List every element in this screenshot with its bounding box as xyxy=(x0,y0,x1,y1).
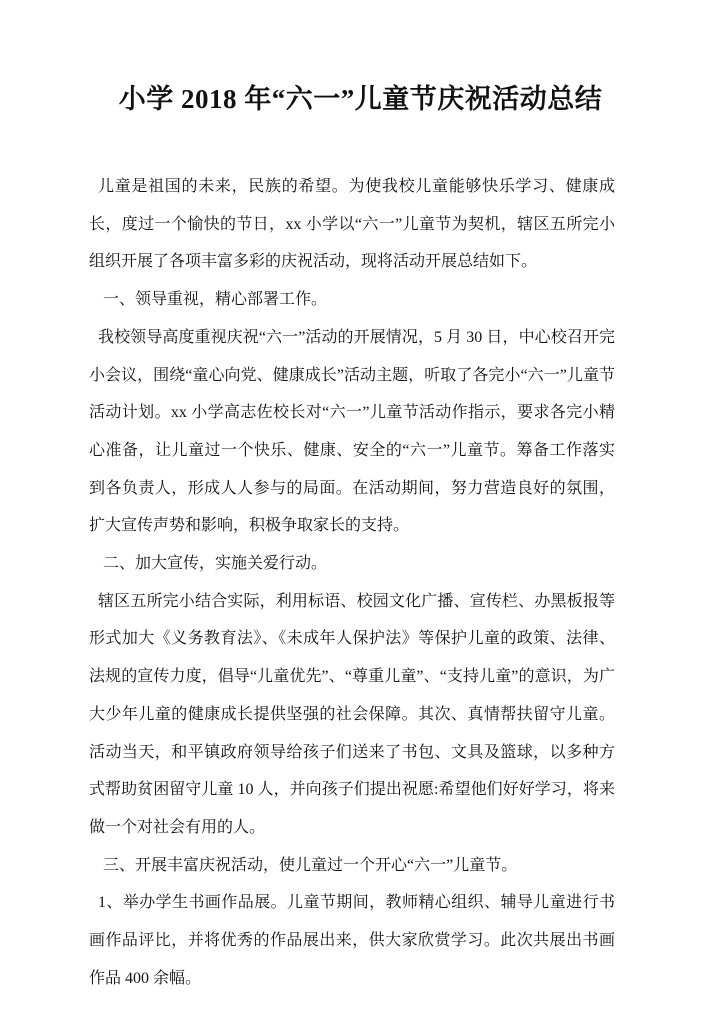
section-heading-3: 三、开展丰富庆祝活动，使儿童过一个开心“六一”儿童节。 xyxy=(103,856,518,874)
paragraph-section-1: 我校领导高度重视庆祝“六一”活动的开展情况，5 月 30 日，中心校召开完小会议，围绕“童心向党、健康成长”活动主题，听取了各完小“六一”儿童节活动计划。xx 小学高志佐校长对“六一”儿童节活动作指示，要求各完小精心准备，让儿童过一个快乐、健康、安全的“六一”儿童节。筹备工作落实到各负责人，形成人人参与的局面。在活动期间，努力营造良好的氛围，扩大宣传声势和影响，积极争取家长的支持。 xyxy=(89,328,615,535)
document-title: 小学 2018 年“六一”儿童节庆祝活动总结 xyxy=(118,84,603,114)
document-body xyxy=(89,168,615,997)
paragraph-intro: 儿童是祖国的未来，民族的希望。为使我校儿童能够快乐学习、健康成长，度过一个愉快的节日，xx 小学以“六一”儿童节为契机，辖区五所完小组织开展了各项丰富多彩的庆祝活动，现将活动开展总结如下。 xyxy=(89,178,615,271)
section-heading-2: 二、加大宣传，实施关爱行动。 xyxy=(103,555,328,573)
paragraph-section-3-item-1: 1、举办学生书画作品展。儿童节期间，教师精心组织、辅导儿童进行书画作品评比，并将优秀的作品展出来，供大家欣赏学习。此次共展出书画作品 400 余幅。 xyxy=(89,894,615,987)
section-heading-1: 一、领导重视，精心部署工作。 xyxy=(103,291,328,309)
paragraph-section-2: 辖区五所完小结合实际，利用标语、校园文化广播、宣传栏、办黑板报等形式加大《义务教育法》、《未成年人保护法》等保护儿童的政策、法律、法规的宣传力度，倡导“儿童优先”、“尊重儿童”、“支持儿童”的意识，为广大少年儿童的健康成长提供坚强的社会保障。其次、真情帮扶留守儿童。活动当天，和平镇政府领导给孩子们送来了书包、文具及篮球，以多种方式帮助贫困留守儿童 10 人，并向孩子们提出祝愿:希望他们好好学习，将来做一个对社会有用的人。 xyxy=(89,592,615,836)
